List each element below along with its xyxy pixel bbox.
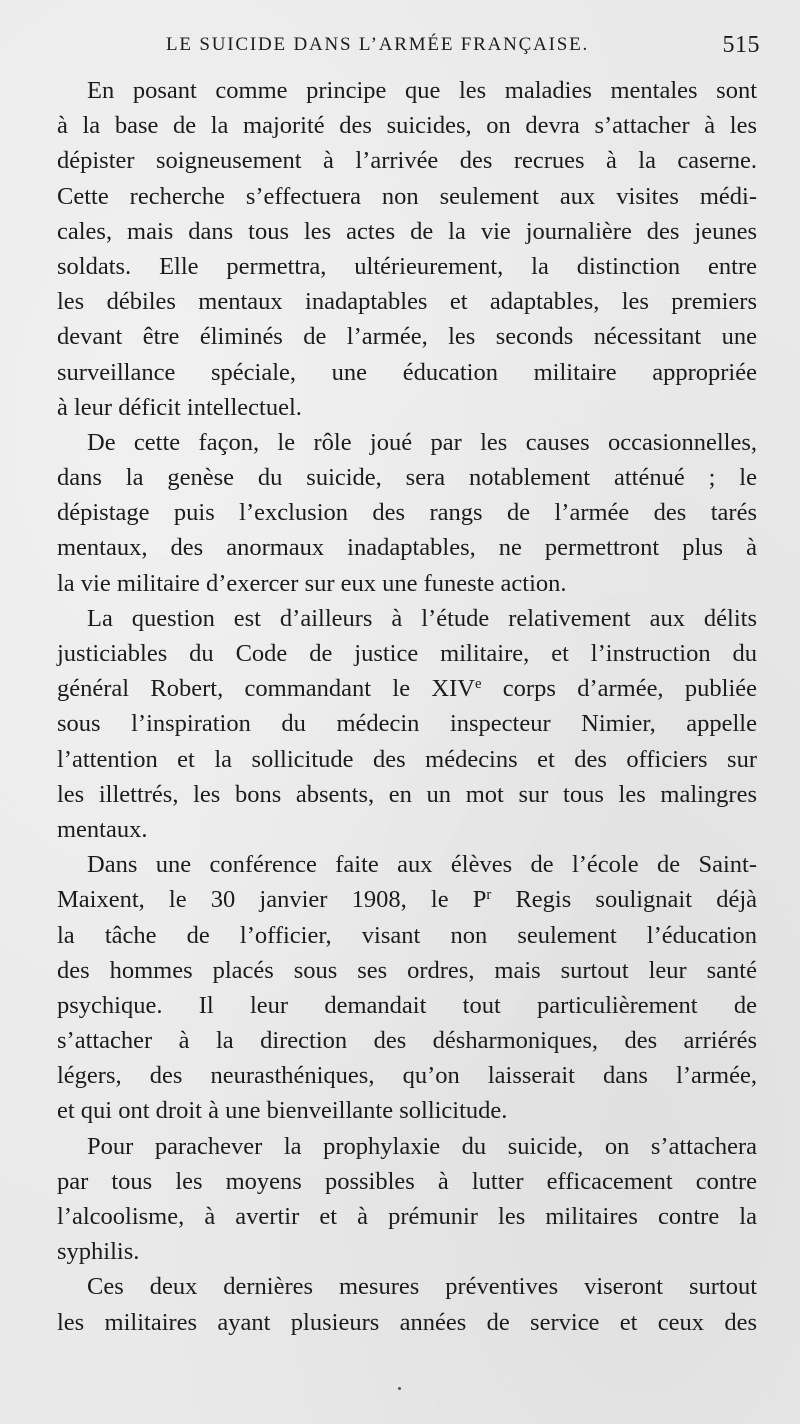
running-head xyxy=(166,34,760,64)
superscript: r xyxy=(486,887,492,904)
text-line: dépister soigneusement à l’arrivée des recrues à la caserne. xyxy=(57,147,757,175)
text-line: La question est d’ailleurs à l’étude relativement aux délits xyxy=(87,604,757,632)
paragraph-5 xyxy=(57,1129,757,1270)
text-line: cales, mais dans tous les actes de la vie journalière des jeunes xyxy=(57,217,757,245)
text-line: soldats. Elle permettra, ultérieurement, la distinction entre xyxy=(57,252,757,280)
text-line: l’attention et la sollicitude des médecins et des officiers sur xyxy=(57,745,757,773)
paragraph-1 xyxy=(57,73,757,425)
text-line: surveillance spéciale, une éducation militaire appropriée xyxy=(57,358,757,386)
text-line: Dans une conférence faite aux élèves de l’école de Saint- xyxy=(87,851,757,879)
text-line: à leur déficit intellectuel. xyxy=(57,393,302,421)
text-line: mentaux. xyxy=(57,815,148,843)
text-line: justiciables du Code de justice militaire, et l’instruction du xyxy=(57,640,757,667)
text-line: les militaires ayant plusieurs années de service et ceux des xyxy=(57,1308,757,1336)
text-line: la vie militaire d’exercer sur eux une funeste action. xyxy=(57,569,567,597)
text-line: des hommes placés sous ses ordres, mais surtout leur santé xyxy=(57,956,757,984)
text-line: Cette recherche s’effectuera non seulement aux visites médi- xyxy=(57,182,757,210)
body-text xyxy=(57,73,757,1340)
text-line: De cette façon, le rôle joué par les causes occasionnelles, xyxy=(87,428,757,456)
paragraph-4 xyxy=(57,847,757,1129)
text-line: les débiles mentaux inadaptables et adaptables, les premiers xyxy=(57,288,757,316)
text-line: par tous les moyens possibles à lutter efficacement contre xyxy=(57,1167,757,1195)
text-line: légers, des neurasthéniques, qu’on laisserait dans l’armée, xyxy=(57,1062,757,1090)
text-line: syphilis. xyxy=(57,1238,140,1266)
text-line: Ces deux dernières mesures préventives viseront surtout xyxy=(87,1273,757,1301)
text-line: et qui ont droit à une bienveillante sollicitude. xyxy=(57,1097,508,1125)
text-line: à la base de la majorité des suicides, on devra s’attacher à les xyxy=(57,112,757,140)
paragraph-3 xyxy=(57,601,757,847)
text-line: s’attacher à la direction des désharmoniques, des arriérés xyxy=(57,1027,757,1055)
text-line: mentaux, des anormaux inadaptables, ne permettront plus à xyxy=(57,534,757,562)
text-line: Maixent, le 30 janvier 1908, le $P^r$ Regis soulignait déjà xyxy=(57,886,758,914)
running-title: LE SUICIDE DANS L’ARMÉE FRANÇAISE. xyxy=(166,34,590,55)
paragraph-2 xyxy=(57,425,757,601)
paragraph-6 xyxy=(57,1269,757,1339)
page-number: 515 xyxy=(722,32,760,58)
text-line: les illettrés, les bons absents, en un mot sur tous les malingres xyxy=(57,780,757,808)
text-line: dans la genèse du suicide, sera notablement atténué ; le xyxy=(57,464,757,492)
text-line: Pour parachever la prophylaxie du suicide, on s’attachera xyxy=(87,1132,757,1160)
text-line: la tâche de l’officier, visant non seulement l’éducation xyxy=(57,921,757,949)
ink-speck xyxy=(398,1387,401,1390)
superscript: e xyxy=(474,676,482,693)
text-line: général Robert, commandant le XIVe corps d’armée, publiée xyxy=(57,675,757,703)
text-line: psychique. Il leur demandait tout particulièrement de xyxy=(57,991,757,1019)
text-line: dépistage puis l’exclusion des rangs de l’armée des tarés xyxy=(57,499,757,527)
text-line: En posant comme principe que les maladies mentales sont xyxy=(87,77,757,104)
text-line: devant être éliminés de l’armée, les seconds nécessitant une xyxy=(57,323,757,351)
text-line: sous l’inspiration du médecin inspecteur Nimier, appelle xyxy=(57,710,757,738)
text-line: l’alcoolisme, à avertir et à prémunir les militaires contre la xyxy=(57,1203,757,1230)
